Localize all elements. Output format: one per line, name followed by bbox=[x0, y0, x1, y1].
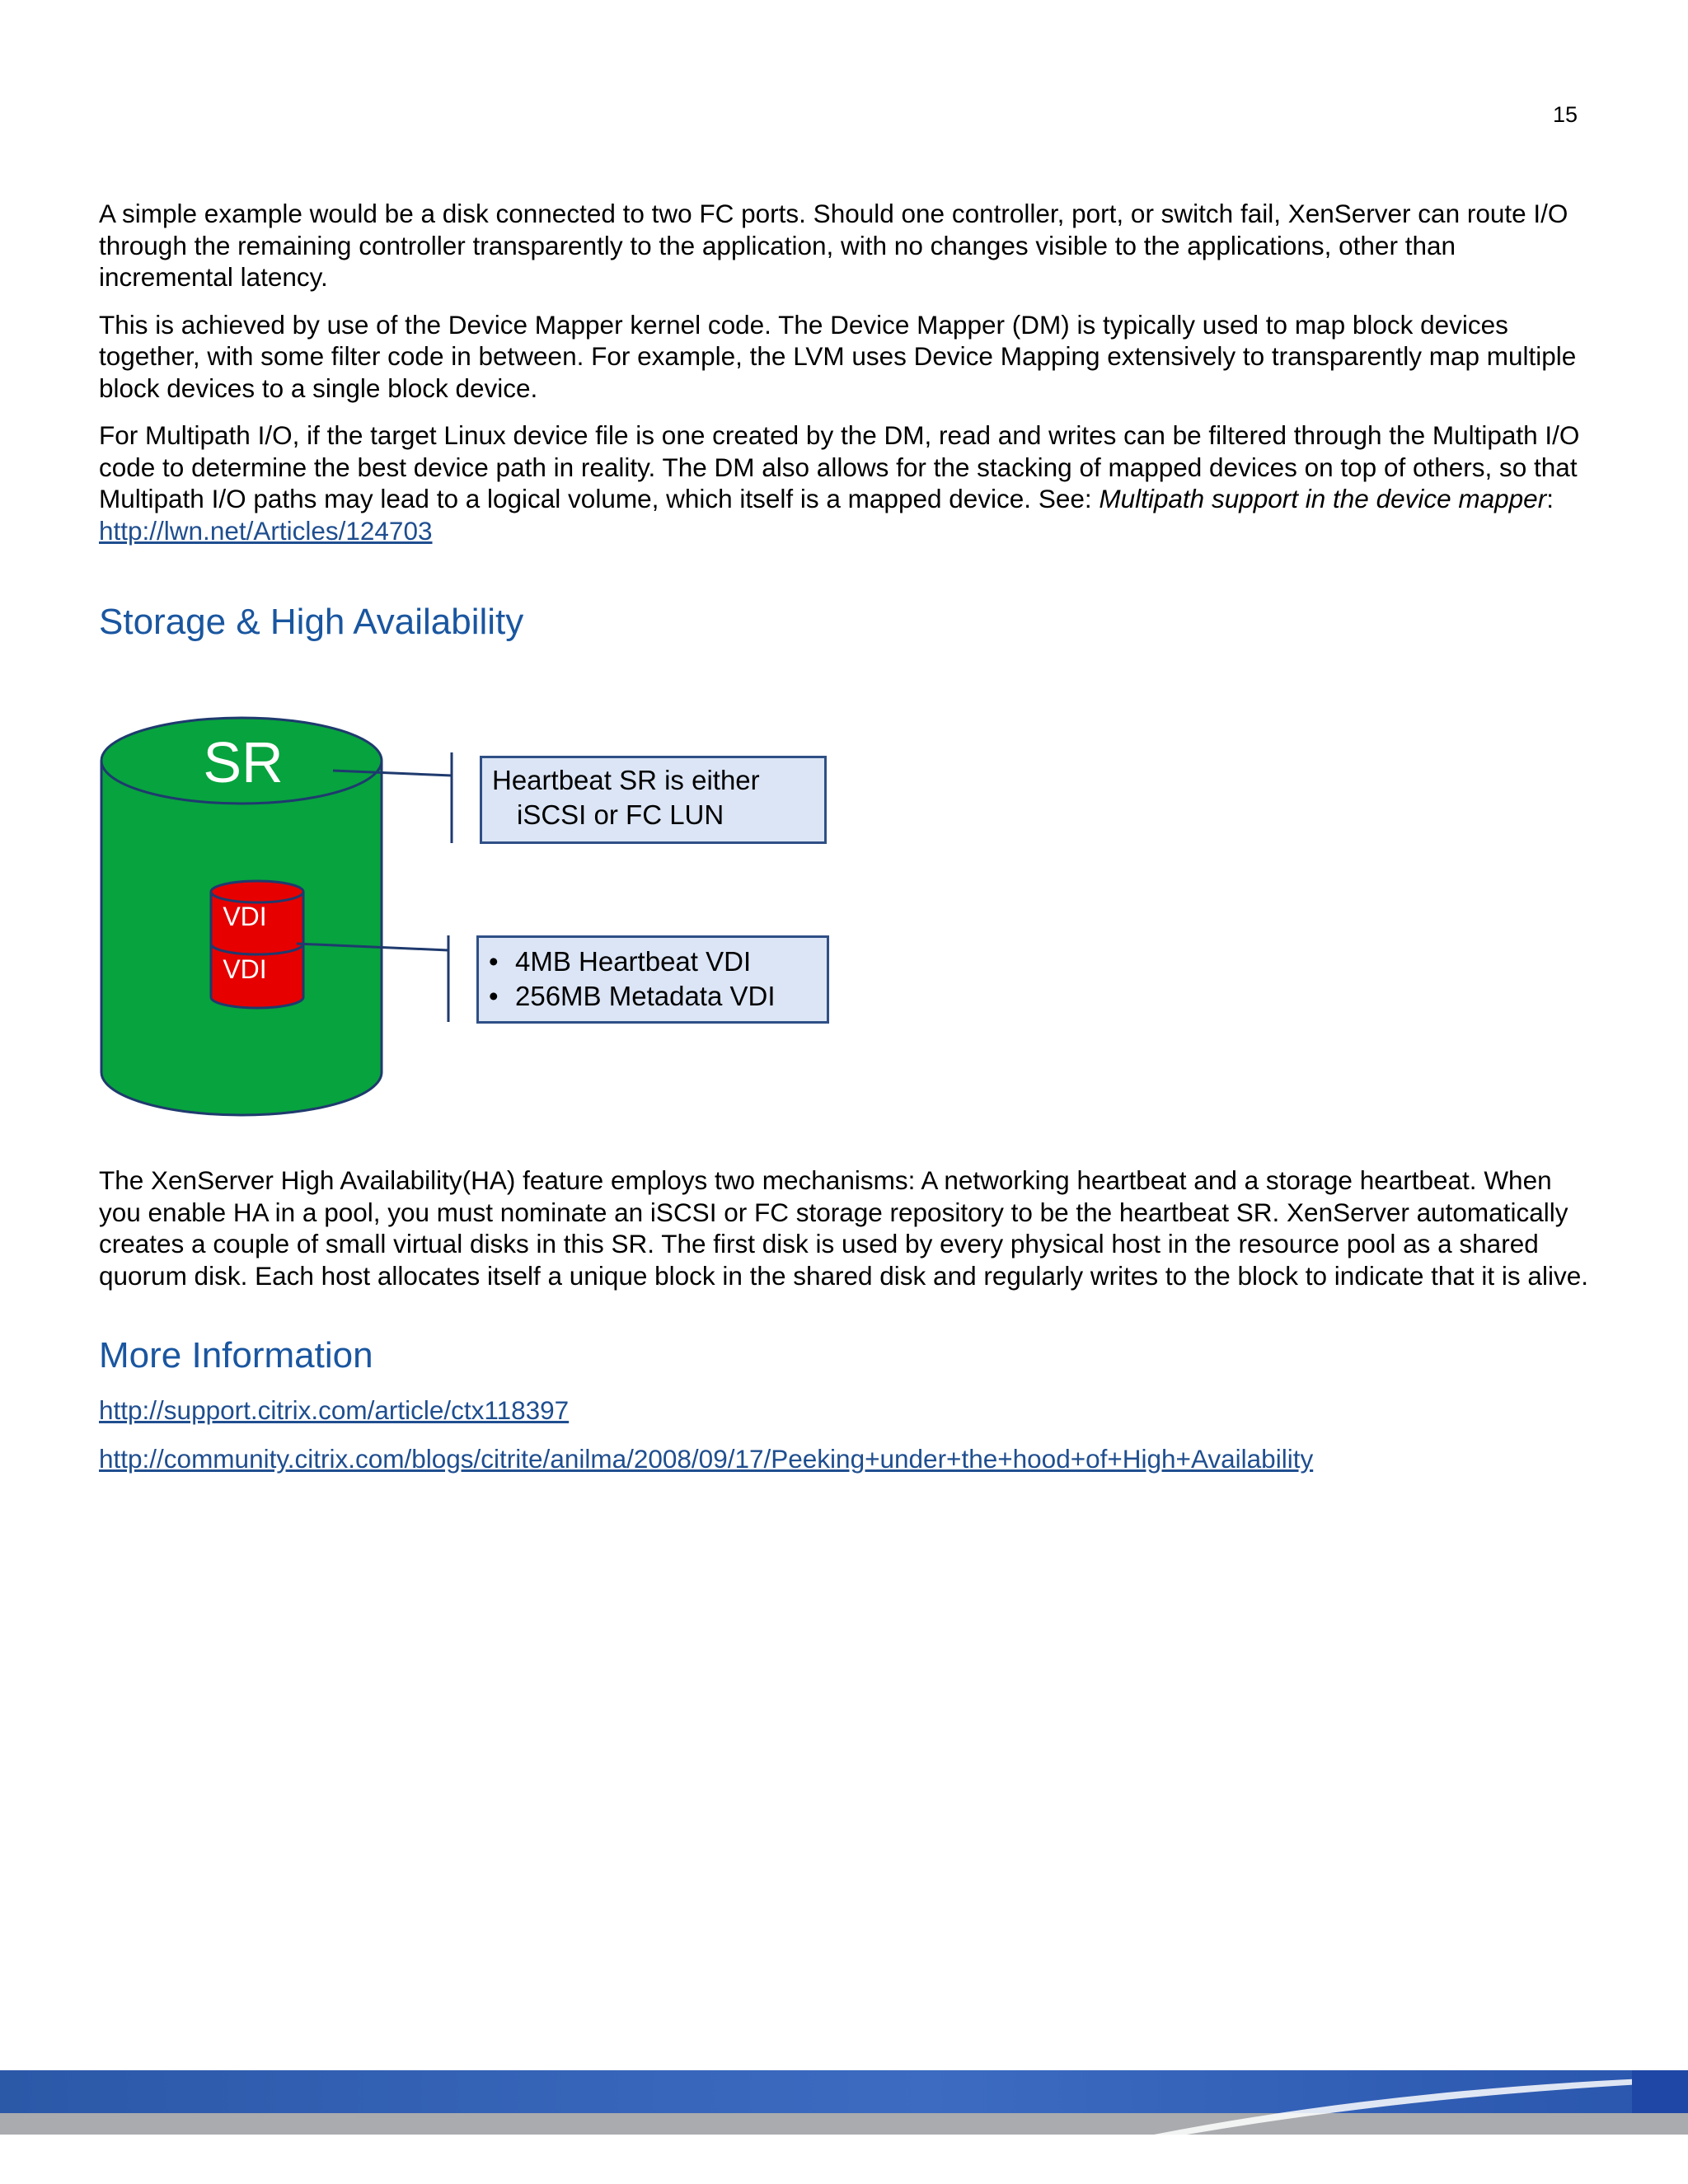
footer-gray-band bbox=[0, 2113, 1688, 2135]
bullet: • bbox=[489, 946, 499, 977]
callout-vdi-item-2-text: 256MB Metadata VDI bbox=[515, 981, 776, 1011]
paragraph-3-colon: : bbox=[1546, 484, 1554, 513]
callout-vdis bbox=[476, 935, 829, 1024]
more-info-link-2-line bbox=[99, 1442, 1591, 1475]
callout-vdi-item-1-text: 4MB Heartbeat VDI bbox=[515, 946, 752, 977]
paragraph-3-italic-title: Multipath support in the device mapper bbox=[1099, 484, 1547, 513]
vdi-label-bottom: VDI bbox=[223, 954, 267, 984]
callout-vdi-item-1 bbox=[489, 944, 817, 979]
vdi-label-top: VDI bbox=[223, 902, 267, 931]
callout-sr-line-2: iSCSI or FC LUN bbox=[517, 799, 724, 830]
footer-decoration-graphics bbox=[0, 2070, 1688, 2135]
footer-decoration bbox=[0, 2070, 1688, 2135]
citrix-support-article-link[interactable]: http://support.citrix.com/article/ctx118397 bbox=[99, 1395, 570, 1425]
citrix-community-blog-link[interactable]: http://community.citrix.com/blogs/citrite/anilma/2008/09/17/Peeking+under+the+hood+of+High+Availability bbox=[99, 1444, 1314, 1474]
lwn-article-link[interactable]: http://lwn.net/Articles/124703 bbox=[99, 515, 433, 546]
vdi-top-cylinder-top bbox=[211, 881, 303, 902]
sr-label: SR bbox=[203, 730, 284, 794]
callout-vdi-item-2 bbox=[489, 979, 817, 1014]
paragraph-1: A simple example would be a disk connected to two FC ports. Should one controller, port, or switch fail, XenServer can route I/O through the remaining controller transparently to the application, with no changes visible to the applications, other than incremental latency. bbox=[99, 199, 1568, 292]
paragraph-4: The XenServer High Availability(HA) feature employs two mechanisms: A networking heartbeat and a storage heartbeat. When you enable HA in a pool, you must nominate an iSCSI or FC storage repository to be the heartbeat SR. XenServer automatically creates a couple of small virtual disks in this SR. The first disk is used by every physical host in the resource pool as a shared quorum disk. Each host allocates itself a unique block in the shared disk and regularly writes to the block to indicate that it is alive. bbox=[99, 1165, 1588, 1291]
heading-storage-high-availability: Storage & High Availability bbox=[99, 602, 524, 642]
page-number: 15 bbox=[1552, 102, 1578, 127]
storage-ha-diagram bbox=[99, 696, 931, 1141]
paragraph-3 bbox=[99, 419, 1591, 546]
heading-more-information: More Information bbox=[99, 1335, 373, 1376]
footer-blue-band bbox=[0, 2070, 1688, 2113]
more-info-link-1-line bbox=[99, 1394, 1591, 1427]
footer-right-accent bbox=[1632, 2070, 1688, 2113]
callout-sr-line-1: Heartbeat SR is either bbox=[492, 765, 760, 795]
page-content bbox=[99, 198, 1591, 1491]
paragraph-2: This is achieved by use of the Device Mapper kernel code. The Device Mapper (DM) is typically used to map block devices together, with some filter code in between. For example, the LVM uses Device Mapping extensively to transparently map multiple block devices to a single block device. bbox=[99, 309, 1577, 403]
callout-heartbeat-sr bbox=[480, 756, 827, 844]
bullet: • bbox=[489, 981, 499, 1011]
paragraph-3-text: For Multipath I/O, if the target Linux device file is one created by the DM, read and writes can be filtered through the Multipath I/O code to determine the best device path in reality. The DM also allows for the stacking of mapped devices on top of others, so that Multipath I/O paths may lead to a logical volume, which itself is a mapped device. See: bbox=[99, 420, 1580, 513]
